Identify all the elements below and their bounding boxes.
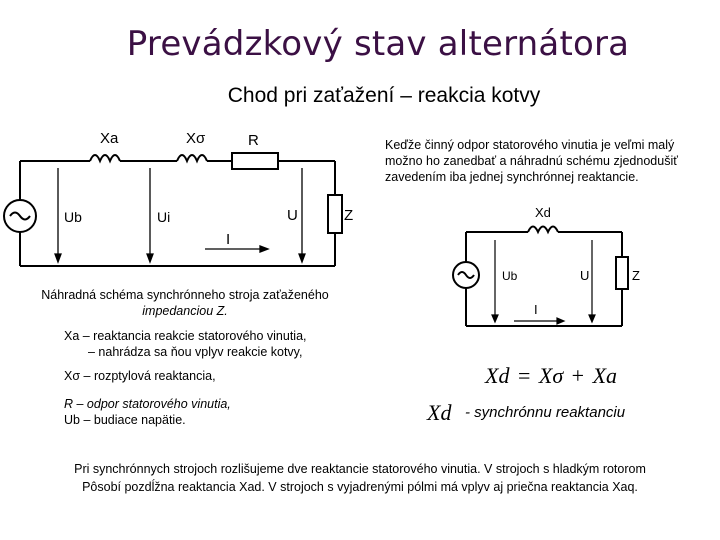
label-z2: Z [632,268,640,283]
impedance-z [328,195,342,233]
formula-eq: = [517,363,531,388]
inductor-xs [177,155,207,161]
formula-term-1: Xσ [538,363,564,388]
legend-ub-line: Ub – budiace napätie. [64,413,186,427]
label-r: R [248,132,259,149]
legend-xs: Xσ – rozptylová reaktancia, [64,369,216,383]
note-line-2: možno ho zanedbať a náhradnú schému zjednodušiť [385,154,678,168]
label-z: Z [344,207,354,224]
bottom-line-2: Pôsobí pozdĺžna reaktancia Xad. V strojoch s vyjadrenými pólmi má vplyv aj priečna reaktancia Xaq. [82,480,638,494]
note-line-1: Keďže činný odpor statorového vinutia je veľmi malý [385,138,675,152]
equivalent-circuit-diagram [0,128,370,288]
synch-text: - synchrónnu reaktanciu [465,404,626,421]
legend-r-line: R – odpor statorového vinutia, [64,397,231,411]
legend-xa-line-2: – nahrádza sa ňou vplyv reakcie kotvy, [88,345,303,359]
synch-symbol: Xd [427,400,452,425]
page-subtitle: Chod pri zaťažení – reakcia kotvy [227,84,541,107]
label-ub: Ub [64,209,82,225]
label-ub2: Ub [502,269,518,283]
label-xs: Xσ [186,130,206,147]
bottom-line-1: Pri synchrónnych strojoch rozlišujeme dve reaktancie statorového vinutia. V strojoch s hladkým rotorom [74,462,646,476]
formula-lhs: Xd [485,363,510,388]
label-i2: I [534,302,538,317]
caption-line-2: impedanciou Z. [142,304,228,318]
circuit-caption [0,287,370,319]
label-u2: U [580,268,590,283]
resistor-r [232,153,278,169]
note-line-3: zavedením iba jednej synchrónnej reaktancie. [385,170,639,184]
label-u: U [287,207,298,224]
label-i: I [226,231,231,248]
legend-xa-line-1: Xa – reaktancia reakcie statorového vinutia, [64,329,307,343]
impedance-z2 [616,257,628,289]
label-ui: Ui [157,209,171,225]
page-title: Prevádzkový stav alternátora [126,24,630,64]
reactance-formula [485,363,617,389]
note-text [385,137,678,185]
legend-xa [64,328,307,360]
simplified-circuit-diagram [450,202,650,342]
inductor-xa [90,155,120,161]
legend-r-ub [64,396,231,428]
caption-line-1: Náhradná schéma synchrónneho stroja zaťaženého [41,288,329,302]
label-xd: Xd [535,205,551,220]
formula-term-2: Xa [592,363,618,388]
label-xa: Xa [100,130,119,147]
formula-plus: + [571,363,585,388]
bottom-paragraph [0,460,720,496]
